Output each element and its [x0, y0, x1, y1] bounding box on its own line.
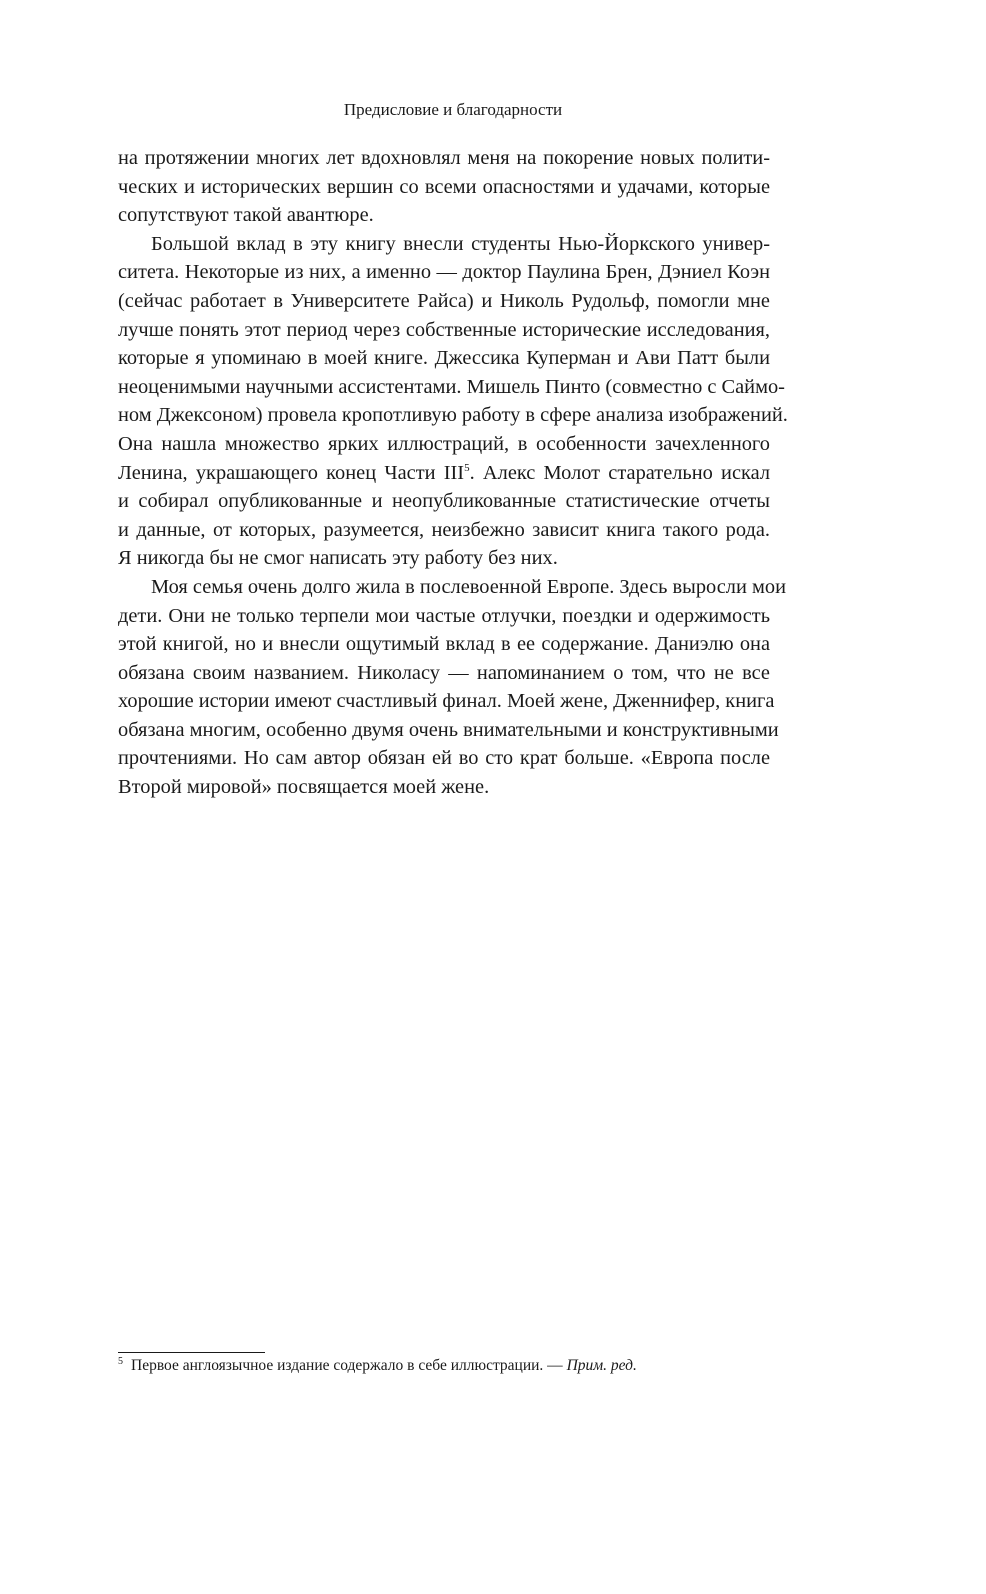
footnote [118, 1355, 818, 1377]
text-line: и собирал опубликованные и неопубликованные статистические отчеты [118, 490, 770, 513]
text-line: Она нашла множество ярких иллюстраций, в особенности зачехленного [118, 432, 770, 455]
text-line: неоценимыми научными ассистентами. Мишель Пинто (совместно с Саймо- [118, 375, 785, 398]
body-text [118, 144, 788, 802]
footnote-editor-note: Прим. ред. [566, 1357, 637, 1374]
text-line: обязана многим, особенно двумя очень внимательными и конструктивными [118, 718, 779, 741]
footnote-ref[interactable]: 5 [464, 461, 470, 474]
footnote-mark: 5 [118, 1355, 123, 1367]
text-line: на протяжении многих лет вдохновлял меня на покорение новых полити- [118, 147, 770, 169]
text-line: прочтениями. Но сам автор обязан ей во сто крат больше. «Европа после [118, 747, 770, 770]
text-line: хорошие истории имеют счастливый финал. Моей жене, Дженнифер, книга [118, 690, 775, 713]
text-line: этой книгой, но и внесли ощутимый вклад в ее содержание. Даниэлю она [118, 633, 770, 656]
line-part: Ленина, украшающего конец Части III [118, 461, 465, 484]
text-line: ческих и исторических вершин со всеми опасностями и удачами, которые [118, 175, 770, 198]
line-part: . Алекс Молот старательно искал [469, 461, 771, 484]
text-line: (сейчас работает в Университете Райса) и Николь Рудольф, помогли мне [118, 289, 770, 312]
text-line: ном Джексоном) провела кропотливую работу в сфере анализа изображений. [118, 404, 788, 427]
text-line: Моя семья очень долго жила в послевоенной Европе. Здесь выросли мои [151, 575, 786, 598]
running-head: Предисловие и благодарности [343, 100, 563, 119]
text-line: обязана своим названием. Николасу — напоминанием о том, что не все [118, 661, 770, 684]
text-line: сопутствуют такой авантюре. [118, 204, 374, 227]
text-line: лучше понять этот период через собственные исторические исследования, [118, 318, 770, 341]
footnote-divider [118, 1352, 265, 1353]
text-line-with-footnote-ref [118, 459, 770, 488]
text-line: Большой вклад в эту книгу внесли студенты Нью-Йоркского универ- [151, 232, 770, 255]
text-line: Я никогда бы не смог написать эту работу без них. [118, 547, 558, 570]
text-line: Второй мировой» посвящается моей жене. [118, 776, 490, 799]
footnote-text: Первое англоязычное издание содержало в себе иллюстрации. — [131, 1357, 567, 1374]
text-line: дети. Они не только терпели мои частые отлучки, поездки и одержимость [118, 604, 770, 627]
text-line: и данные, от которых, разумеется, неизбежно зависит книга такого рода. [118, 518, 770, 541]
text-line: которые я упоминаю в моей книге. Джессика Куперман и Ави Патт были [118, 347, 770, 370]
text-line: ситета. Некоторые из них, а именно — доктор Паулина Брен, Дэниел Коэн [118, 261, 770, 284]
